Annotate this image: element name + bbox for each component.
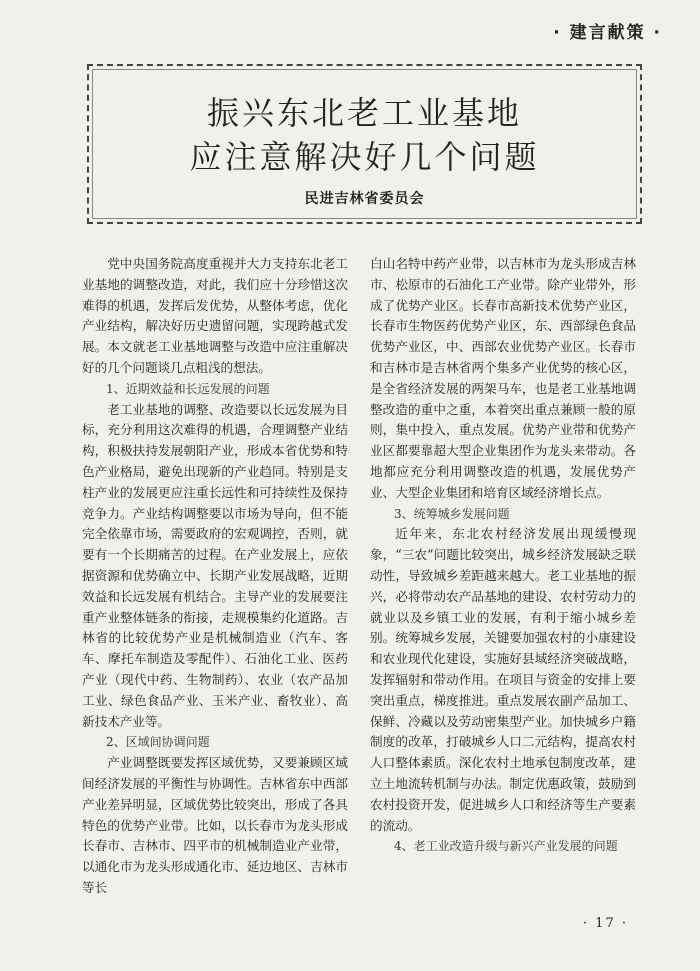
right-column [370, 254, 636, 857]
section-tag: · 建言献策 · [553, 23, 662, 43]
article-title-line-2: 应注意解决好几个问题 [189, 138, 540, 176]
title-box [87, 64, 642, 224]
section-2-paragraph: 产业调整既要发挥区域优势，又要兼顾区域间经济发展的平衡性与协调性。吉林省东中西部产业差异明显，区域优势比较突出，形成了各具特色的优势产业带。比如，以长春市为龙头形成长春市、吉林市、四平市的机械制造业产业带，以通化市为龙头形成通化市、延边地区、吉林市等长 [82, 755, 348, 895]
page-number: · 17 · [582, 916, 628, 931]
section-heading-1: 1、近期效益和长远发展的问题 [106, 381, 270, 396]
intro-paragraph: 党中央国务院高度重视并大力支持东北老工业基地的调整改造，对此，我们应十分珍惜这次难得的机遇，发挥后发优势，从整体考虑，优化产业结构，解决好历史遗留问题，实现跨越式发展。本文就老工业基地调整与改造中应注重解决好的几个问题谈几点粗浅的想法。 [82, 256, 348, 375]
section-heading-4: 4、老工业改造升级与新兴产业发展的问题 [394, 839, 618, 854]
article-author: 民进吉林省委员会 [304, 191, 425, 207]
section-2-paragraph-continued: 白山名特中药产业带，以吉林市为龙头形成吉林市、松原市的石油化工产业带。除产业带外，形成了优势产业区。长春市高新技术优势产业区，长春市生物医药优势产业区，东、西部绿色食品优势产业区，中、西部农业优势产业区。长春市和吉林市是吉林省两个集多产业优势的核心区，是全省经济发展的两架马车，也是老工业基地调整改造的重中之重，本着突出重点兼顾一般的原则，集中投入，重点发展。优势产业带和优势产业区都要靠超大型企业集团作为龙头来带动。各地都应充分利用调整改造的机遇，发展优势产业、大型企业集团和培育区域经济增长点。 [370, 256, 636, 500]
article-title-line-1: 振兴东北老工业基地 [206, 94, 522, 132]
left-column [82, 254, 348, 899]
section-3-paragraph: 近年来，东北农村经济发展出现缓慢现象，“三农”问题比较突出，城乡经济发展缺乏联动性，导致城乡差距越来越大。老工业基地的振兴，必将带动农产品基地的建设、农村劳动力的就业以及乡镇工业的发展，有利于缩小城乡差别。统筹城乡发展，关键要加强农村的小康建设和农业现代化建设，实施好县域经济突破战略，发挥辐射和带动作用。在项目与资金的安排上要突出重点，梯度推进。重点发展农副产品加工、保鲜、冷藏以及劳动密集型产业。加快城乡户籍制度的改革，打破城乡人口二元结构，提高农村人口整体素质。深化农村土地承包制度改革，建立土地流转机制与办法。制定优惠政策，鼓励到农村投资开发，促进城乡人口和经济等生产要素的流动。 [370, 526, 636, 833]
section-heading-3: 3、统筹城乡发展问题 [394, 506, 510, 521]
section-heading-2: 2、区域间协调问题 [106, 735, 210, 750]
section-1-paragraph: 老工业基地的调整、改造要以长远发展为目标，充分利用这次难得的机遇，合理调整产业结构，积极扶持发展朝阳产业，形成本省优势和特色产业格局，避免出现新的产业趋同。特别是支柱产业的发展更应注重长远性和可持续性及保持竞争力。产业结构调整要以市场为导向，但不能完全依靠市场，需要政府的宏观调控，否则，就要有一个长期痛苦的过程。在产业发展上，应依据资源和优势确立中、长期产业发展战略，近期效益和长远发展有机结合。主导产业的发展要注重产业整体链条的衔接，走规模集约化道路。吉林省的比较优势产业是机械制造业（汽车、客车、摩托车制造及零配件）、石油化工业、医药产业（现代中药、生物制药）、农业（农产品加工业、绿色食品产业、玉米产业、畜牧业）、高新技术产业等。 [82, 401, 348, 729]
